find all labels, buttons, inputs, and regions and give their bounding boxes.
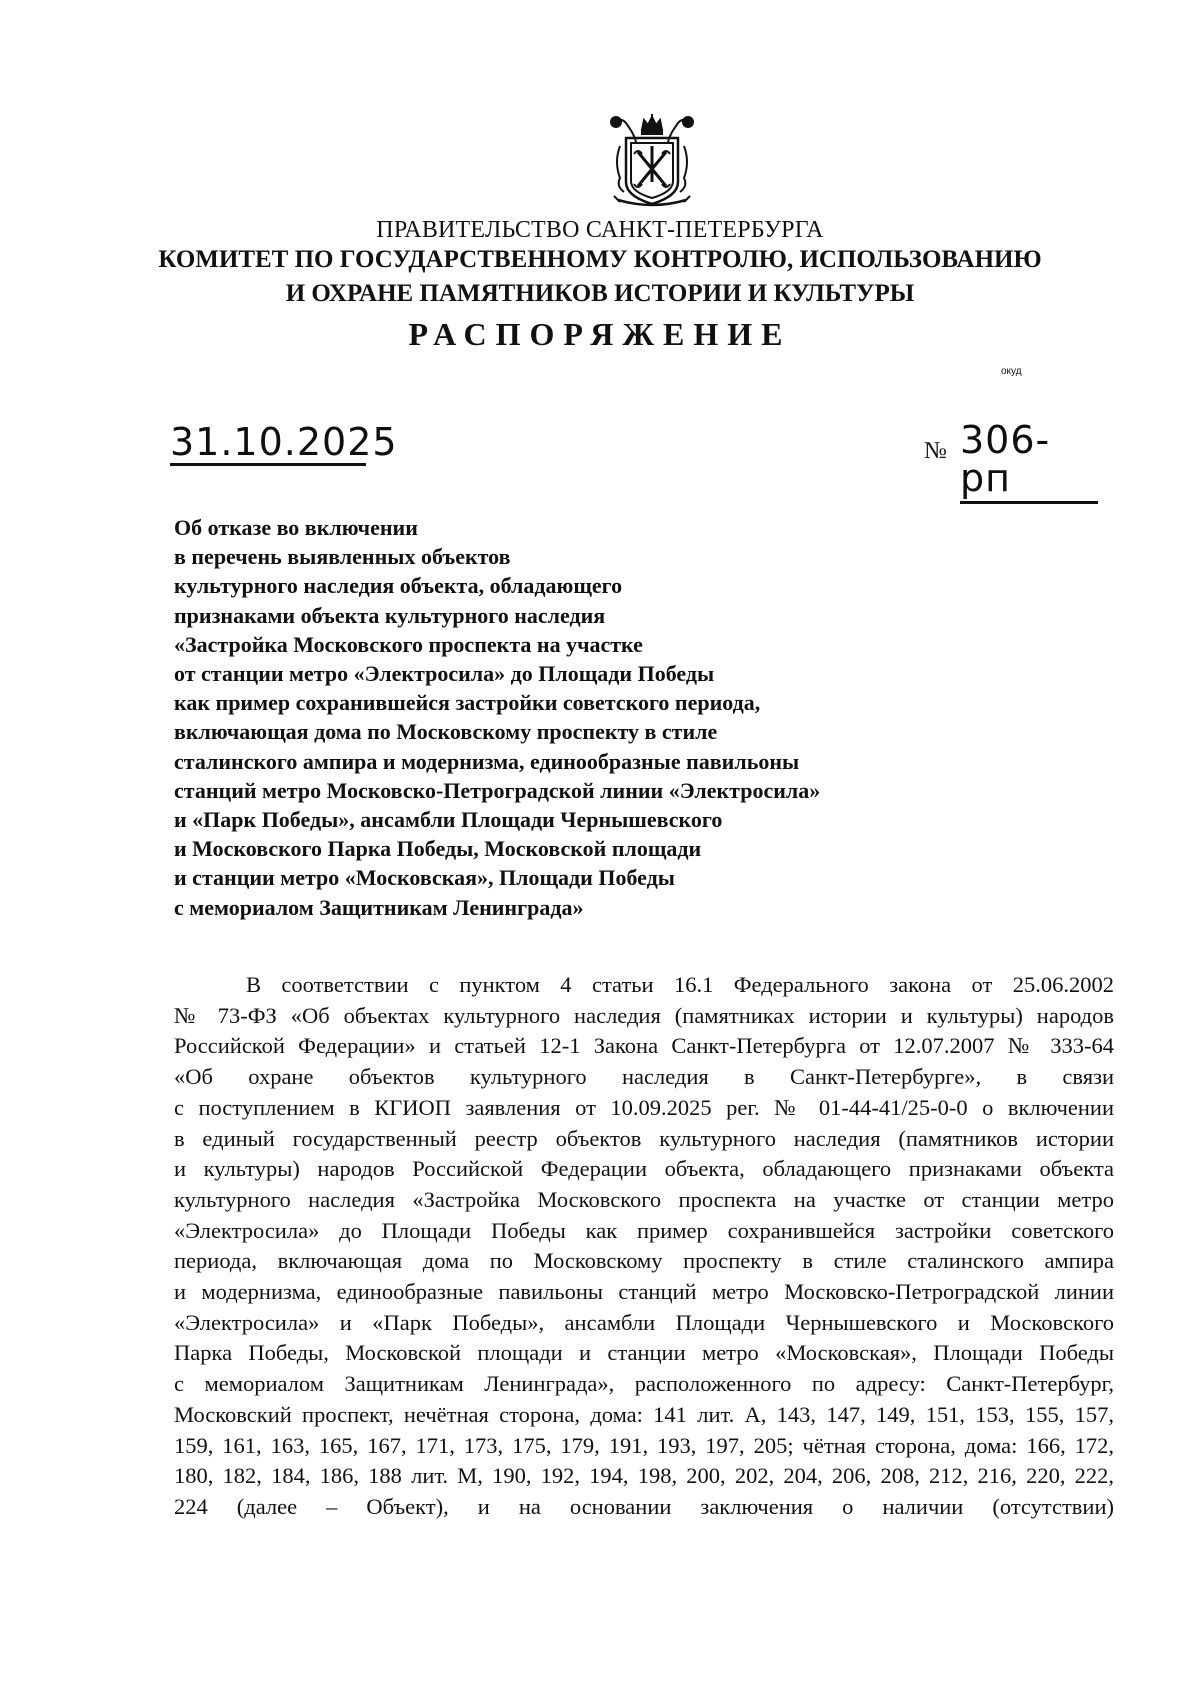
body-line: «Электросила» до Площади Победы как пример сохранившейся застройки советского bbox=[174, 1217, 1114, 1243]
body-line: и культуры) народов Российской Федерации объекта, обладающего признаками объекта bbox=[174, 1156, 1114, 1182]
subject-line: от станции метро «Электросила» до Площади Победы bbox=[174, 661, 715, 687]
body-line: в единый государственный реестр объектов культурного наследия (памятников истории bbox=[174, 1125, 1114, 1151]
body-line: и модернизма, единообразные павильоны станций метро Московско-Петроградской линии bbox=[174, 1279, 1114, 1305]
coat-of-arms-icon bbox=[606, 112, 698, 212]
body-line: периода, включающая дома по Московскому проспекту в стиле сталинского ампира bbox=[174, 1248, 1114, 1274]
number-prefix: № bbox=[924, 438, 947, 464]
subject-line: признаками объекта культурного наследия bbox=[174, 602, 606, 628]
body-line: 180, 182, 184, 186, 188 лит. М, 190, 192, 194, 198, 200, 202, 204, 206, 208, 212, 216, 220, 222, bbox=[174, 1463, 1114, 1489]
government-title: ПРАВИТЕЛЬСТВО САНКТ-ПЕТЕРБУРГА bbox=[376, 217, 824, 243]
body-line: Парка Победы, Московской площади и станции метро «Московская», Площади Победы bbox=[174, 1340, 1114, 1366]
document-subject bbox=[174, 513, 934, 922]
subject-line: и «Парк Победы», ансамбли Площади Чернышевского bbox=[174, 807, 723, 833]
body-line: с мемориалом Защитникам Ленинграда», расположенного по адресу: Санкт-Петербург, bbox=[174, 1371, 1114, 1397]
body-line: 224 (далее – Объект), и на основании заключения о наличии (отсутствии) bbox=[174, 1493, 1114, 1519]
body-line: 159, 161, 163, 165, 167, 171, 173, 175, 179, 191, 193, 197, 205; чётная сторона, дома: 166, 172, bbox=[174, 1432, 1114, 1458]
committee-title-line1: КОМИТЕТ ПО ГОСУДАРСТВЕННОМУ КОНТРОЛЮ, ИСПОЛЬЗОВАНИЮ bbox=[158, 246, 1042, 273]
subject-line: включающая дома по Московскому проспекту в стиле bbox=[174, 719, 718, 745]
body-line: Московский проспект, нечётная сторона, дома: 141 лит. А, 143, 147, 149, 151, 153, 155, 157, bbox=[174, 1401, 1114, 1427]
body-line: «Об охране объектов культурного наследия в Санкт-Петербурге», в связи bbox=[174, 1064, 1114, 1090]
subject-line: с мемориалом Защитникам Ленинграда» bbox=[174, 894, 584, 920]
body-line: культурного наследия «Застройка Московского проспекта на участке от станции метро bbox=[174, 1186, 1114, 1212]
body-line: № 73-ФЗ «Об объектах культурного наследия (памятниках истории и культуры) народов bbox=[174, 1002, 1114, 1028]
subject-line: сталинского ампира и модернизма, единообразные павильоны bbox=[174, 748, 800, 774]
subject-line: Об отказе во включении bbox=[174, 515, 418, 540]
body-paragraph bbox=[174, 970, 1114, 1523]
document-type-title: РАСПОРЯЖЕНИЕ bbox=[408, 316, 792, 352]
body-line: В соответствии с пунктом 4 статьи 16.1 Федерального закона от 25.06.2002 bbox=[246, 972, 1114, 997]
okud-label: окуд bbox=[1001, 366, 1022, 377]
subject-line: станций метро Московско-Петроградской линии «Электросила» bbox=[174, 777, 821, 803]
document-number: 306-рп bbox=[960, 421, 1098, 504]
body-line: Российской Федерации» и статьей 12-1 Закона Санкт-Петербурга от 12.07.2007 № 333-64 bbox=[174, 1033, 1114, 1059]
subject-line: в перечень выявленных объектов bbox=[174, 544, 511, 570]
body-line: «Электросила» и «Парк Победы», ансамбли Площади Чернышевского и Московского bbox=[174, 1309, 1114, 1335]
document-date: 31.10.2025 bbox=[170, 420, 398, 464]
body-line: с поступлением в КГИОП заявления от 10.09.2025 рег. № 01-44-41/25-0-0 о включении bbox=[174, 1094, 1114, 1120]
subject-line: как пример сохранившейся застройки советского периода, bbox=[174, 690, 761, 716]
committee-title-line2: И ОХРАНЕ ПАМЯТНИКОВ ИСТОРИИ И КУЛЬТУРЫ bbox=[285, 280, 915, 307]
subject-line: «Застройка Московского проспекта на участке bbox=[174, 631, 643, 657]
subject-line: культурного наследия объекта, обладающего bbox=[174, 573, 623, 599]
subject-line: и станции метро «Московская», Площади Победы bbox=[174, 865, 675, 891]
subject-line: и Московского Парка Победы, Московской площади bbox=[174, 836, 702, 862]
